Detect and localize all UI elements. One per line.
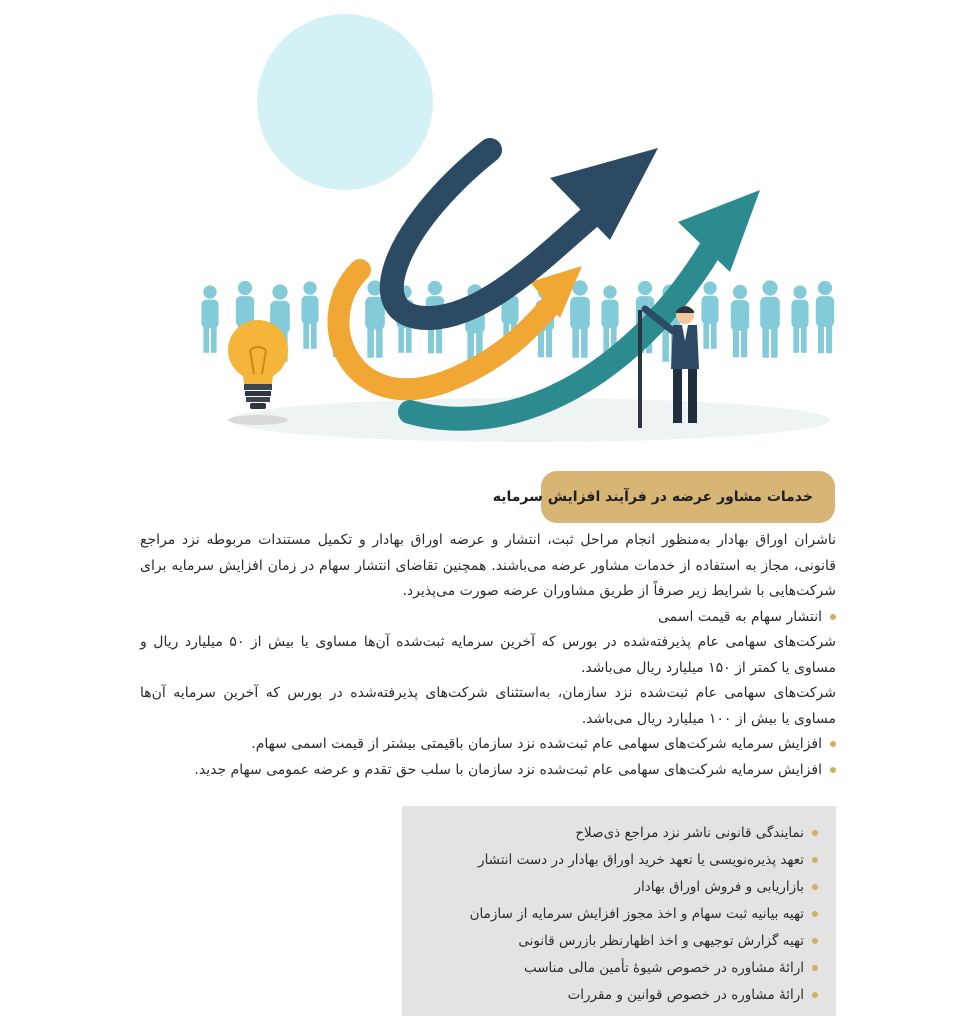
bullet-dot	[830, 767, 836, 773]
services-panel	[402, 806, 836, 1016]
section-title: خدمات مشاور عرضه در فرآیند افزایش سرمایه	[492, 489, 813, 505]
crowd-person	[816, 281, 834, 353]
service-item: تهیه گزارش توجیهی و اخذ اظهارنظر بازرس قانونی	[402, 928, 818, 955]
crowd-person	[731, 285, 749, 357]
service-item: ارائهٔ مشاوره در خصوص قوانین و مقررات	[402, 982, 818, 1009]
intro-paragraph: ناشران اوراق بهادار به‌منظور انجام مراحل ثبت، انتشار و عرضه اوراق بهادار و تکمیل مستندات مربوطه نزد مراجع قانونی، مجاز به استفاده از خدمات مشاور عرضه می‌باشند. همچنین تقاضای انتشار سهام در زمان افزایش سرمایه برای شرکت‌هایی با شرایط زیر صرفاً از طریق مشاوران عرضه صورت می‌پذیرد.	[140, 532, 836, 599]
condition-paragraph-2: شرکت‌های سهامی عام ثبت‌شده نزد سازمان، به‌استثنای شرکت‌های پذیرفته‌شده در بورس که آخرین سرمایه آن‌ها مساوی یا بیش از ۱۰۰ میلیارد ریال می‌باشد.	[140, 685, 836, 727]
condition-paragraph-1: شرکت‌های سهامی عام پذیرفته‌شده در بورس که آخرین سرمایه ثبت‌شده آن‌ها مساوی یا بیش از ۵۰ میلیارد ریال و مساوی یا کمتر از ۱۵۰ میلیارد ریال می‌باشد.	[140, 634, 836, 676]
crowd-person	[301, 281, 318, 348]
sky-circle	[257, 14, 433, 190]
crowd-person	[791, 285, 808, 352]
crowd-person	[570, 280, 590, 357]
service-item: تعهد پذیره‌نویسی یا تعهد خرید اوراق بهادار در دست انتشار	[402, 847, 818, 874]
hero-illustration	[150, 0, 840, 462]
bullet-item: افزایش سرمایه شرکت‌های سهامی عام ثبت‌شده نزد سازمان باقیمتی بیشتر از قیمت اسمی سهام.	[140, 732, 836, 758]
bullet-dot	[830, 614, 836, 620]
services-list	[402, 820, 818, 1009]
service-item: ارائهٔ مشاوره در خصوص شیوهٔ تأمین مالی مناسب	[402, 955, 818, 982]
service-item: تهیه بیانیه ثبت سهام و اخذ مجوز افزایش سرمایه از سازمان	[402, 901, 818, 928]
crowd-person	[701, 281, 718, 348]
bullet-dot	[830, 741, 836, 747]
body-text	[140, 528, 836, 783]
measure-pole	[638, 310, 642, 428]
bullet-item: انتشار سهام به قیمت اسمی	[140, 605, 836, 631]
bullet-item: افزایش سرمایه شرکت‌های سهامی عام ثبت‌شده نزد سازمان با سلب حق تقدم و عرضه عمومی سهام جدید.	[140, 758, 836, 784]
service-item: بازاریابی و فروش اوراق بهادار	[402, 874, 818, 901]
crowd-person	[601, 285, 618, 352]
crowd-person	[201, 285, 218, 352]
section-title-bar	[492, 471, 835, 523]
service-item: نمایندگی قانونی ناشر نزد مراجع ذی‌صلاح	[402, 820, 818, 847]
crowd-person	[760, 280, 780, 357]
